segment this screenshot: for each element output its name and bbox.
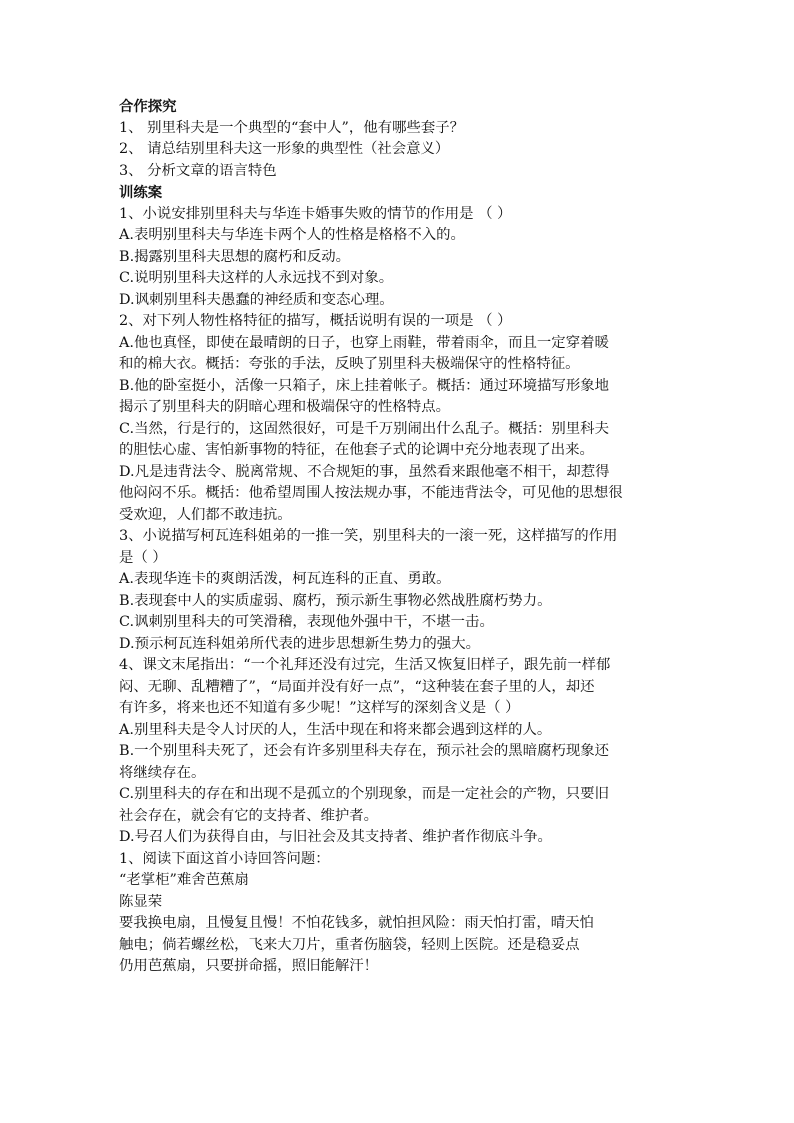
coop-question-3: 3、 分析文章的语言特色 (119, 162, 277, 179)
question-4-option-b-line-2: 将继续存在。 (119, 764, 206, 781)
question-4-line-1: 4、课文末尾指出：“一个礼拜还没有过完，生活又恢复旧样子，跟先前一样郁 (119, 657, 611, 673)
question-4-line-2: 闷、无聊、乱糟糟了”，“局面并没有好一点”，“这种装在套子里的人，却还 (119, 678, 595, 695)
question-3-option-d: D.预示柯瓦连科姐弟所代表的进步思想新生势力的强大。 (119, 635, 480, 652)
question-1-option-a: A.表明别里科夫与华连卡两个人的性格是格格不入的。 (119, 227, 465, 243)
coop-question-2: 2、 请总结别里科夫这一形象的典型性（社会意义） (119, 141, 450, 157)
question-3-option-b: B.表现套中人的实质虚弱、腐朽，预示新生事物必然战胜腐朽势力。 (119, 592, 552, 609)
question-4-option-c-line-1: C.别里科夫的存在和出现不是孤立的个别现象，而是一定社会的产物，只要旧 (119, 786, 609, 802)
question-2-option-b-line-1: B.他的卧室挺小，活像一只箱子，床上挂着帐子。概括：通过环境描写形象地 (119, 377, 610, 394)
poem-line-3: 仍用芭蕉扇，只要拼命摇，照旧能解汗！ (119, 958, 379, 974)
section-title-training: 训练案 (119, 184, 163, 201)
question-1-option-c: C.说明别里科夫这样的人永远找不到对象。 (119, 270, 394, 286)
poem-line-2: 触电；倘若螺丝松，飞来大刀片，重者伤脑袋，轻则上医院。还是稳妥点 (119, 936, 580, 953)
question-3-option-a: A.表现华连卡的爽朗活泼，柯瓦连科的正直、勇敢。 (119, 571, 451, 587)
section-title-cooperative: 合作探究 (119, 98, 177, 115)
question-4-option-a: A.别里科夫是令人讨厌的人，生活中现在和将来都会遇到这样的人。 (119, 721, 552, 738)
question-4-option-c-line-2: 社会存在，就会有它的支持者、维护者。 (119, 807, 379, 824)
question-3-line-1: 3、小说描写柯瓦连科姐弟的一推一笑，别里科夫的一滚一死，这样描写的作用 (119, 528, 618, 544)
question-2-option-a-line-2: 和的棉大衣。概括：夸张的手法，反映了别里科夫极端保守的性格特征。 (119, 356, 580, 372)
question-4-line-3: 有许多，将来也还不知道有多少呢！”这样写的深刻含义是（ ） (119, 700, 520, 716)
question-3-line-2: 是（ ） (119, 549, 167, 566)
question-1: 1、小说安排别里科夫与华连卡婚事失败的情节的作用是 （ ） (119, 205, 512, 222)
poem-author: 陈显荣 (119, 893, 163, 910)
question-4-option-d: D.号召人们为获得自由，与旧社会及其支持者、维护者作彻底斗争。 (119, 829, 552, 845)
question-2-option-c-line-2: 的胆怯心虚、害怕新事物的特征，在他套子式的论调中充分地表现了出来。 (119, 442, 594, 458)
question-2-option-d-line-3: 受欢迎，人们都不敢违抗。 (119, 506, 292, 523)
document-page (119, 96, 679, 978)
question-1-option-d: D.讽刺别里科夫愚蠢的神经质和变态心理。 (119, 291, 394, 308)
question-5: 1、阅读下面这首小诗回答问题： (119, 850, 330, 867)
question-2-option-d-line-1: D.凡是违背法令、脱离常规、不合规矩的事，虽然看来跟他毫不相干，却惹得 (119, 463, 610, 480)
question-3-option-c: C.讽刺别里科夫的可笑滑稽，表现他外强中干，不堪一击。 (119, 614, 494, 630)
question-2: 2、对下列人物性格特征的描写，概括说明有误的一项是 （ ） (119, 313, 512, 329)
question-2-option-a-line-1: A.他也真怪，即使在最晴朗的日子，也穿上雨鞋，带着雨伞，而且一定穿着暖 (119, 334, 609, 351)
question-1-option-b: B.揭露别里科夫思想的腐朽和反动。 (119, 248, 351, 265)
coop-question-1: 1、 别里科夫是一个典型的“套中人”，他有哪些套子？ (119, 119, 465, 136)
question-2-option-c-line-1: C.当然，行是行的，这固然很好，可是千万别闹出什么乱子。概括：别里科夫 (119, 420, 609, 437)
poem-line-1: 要我换电扇，且慢复且慢！不怕花钱多，就怕担风险：雨天怕打雷，晴天怕 (119, 915, 594, 931)
question-2-option-b-line-2: 揭示了别里科夫的阴暗心理和极端保守的性格特点。 (119, 399, 450, 415)
question-4-option-b-line-1: B.一个别里科夫死了，还会有许多别里科夫存在，预示社会的黑暗腐朽现象还 (119, 743, 610, 759)
poem-title: “老掌柜”难舍芭蕉扇 (119, 872, 249, 888)
question-2-option-d-line-2: 他闷闷不乐。概括：他希望周围人按法规办事，不能违背法令，可见他的思想很 (119, 485, 623, 501)
